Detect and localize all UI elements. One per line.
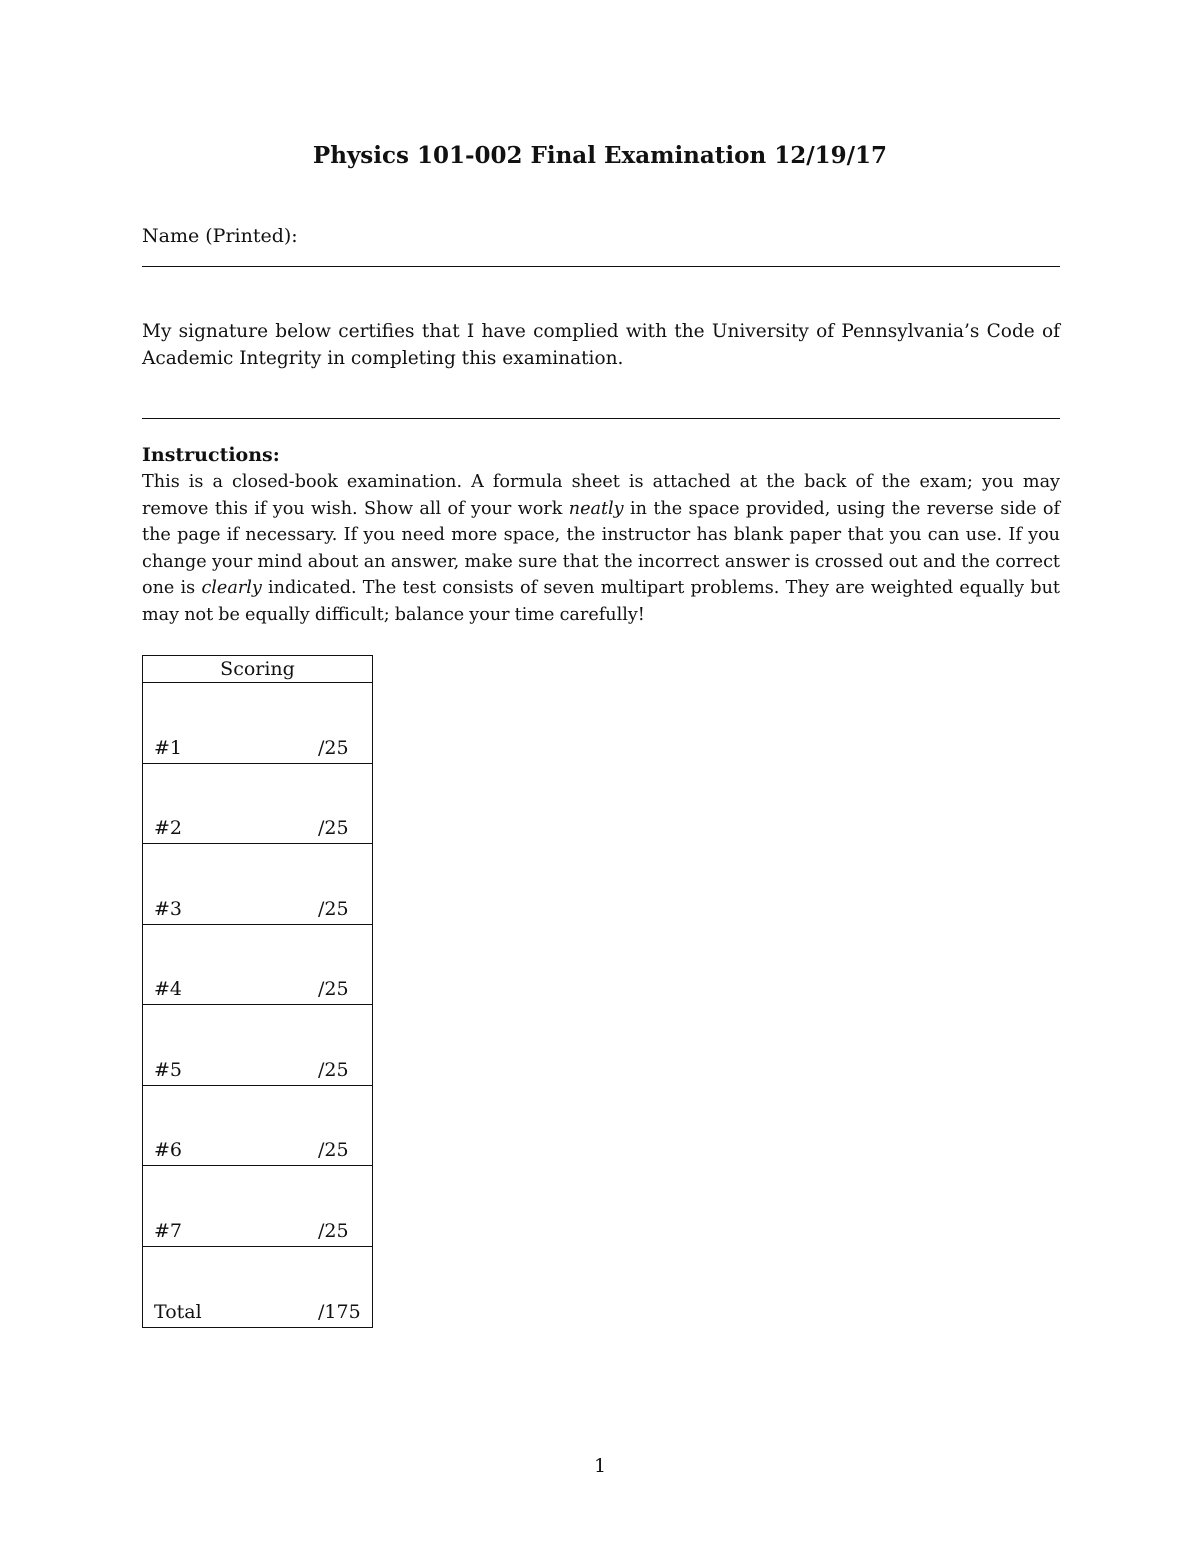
name-label: Name (Printed): [142, 225, 298, 247]
score-row-4 [143, 925, 372, 1006]
score-row-7 [143, 1166, 372, 1247]
score-row-3 [143, 844, 372, 925]
name-signature-line[interactable] [142, 266, 1060, 267]
page-title: Physics 101-002 Final Examination 12/19/17 [312, 142, 888, 169]
score-max: /25 [318, 817, 349, 839]
instructions-emphasis-neatly: neatly [568, 498, 624, 519]
score-row-6 [143, 1086, 372, 1167]
score-max: /25 [318, 1058, 349, 1081]
score-max: /25 [318, 978, 349, 1000]
scoring-header: Scoring [143, 656, 372, 683]
instructions-emphasis-clearly: clearly [201, 578, 262, 599]
instructions-part3: indicated. The test consists of seven multipart problems. They are weighted equally but may not be equally difficult; balance your time carefully! [142, 578, 1060, 625]
score-max: /25 [318, 1139, 349, 1161]
score-max: /25 [318, 897, 349, 920]
page-number: 1 [593, 1455, 607, 1477]
signature-line[interactable] [142, 418, 1060, 419]
score-label: #6 [154, 1139, 183, 1161]
score-row-5 [143, 1005, 372, 1086]
instructions-text [142, 469, 1060, 629]
score-label: #4 [154, 978, 183, 1000]
score-label: Total [154, 1301, 202, 1323]
score-max: /25 [318, 1219, 349, 1242]
score-row-total [143, 1247, 372, 1328]
score-label: #1 [154, 736, 183, 759]
instructions-part2: in the space provided, using the reverse side of the page if necessary. If you need more space, the instructor has blank paper that you can use. If you change your mind about an answer, make sure that the incorrect answer is crossed out and the correct one is [142, 498, 1060, 599]
scoring-table [142, 655, 373, 1328]
score-label: #5 [154, 1058, 183, 1081]
score-label: #7 [154, 1219, 183, 1242]
instructions-heading: Instructions: [142, 444, 280, 466]
score-label: #2 [154, 817, 183, 839]
score-row-2 [143, 764, 372, 845]
certification-text: My signature below certifies that I have complied with the University of Pennsylvania’s Code of Academic Integrity in completing this examination. [142, 321, 1060, 369]
score-max: /25 [318, 736, 349, 759]
score-label: #3 [154, 897, 183, 920]
score-max: /175 [318, 1301, 361, 1323]
instructions-part1: This is a closed-book examination. A formula sheet is attached at the back of the exam; you may remove this if you wish. Show all of your work [142, 472, 1060, 519]
score-row-1 [143, 683, 372, 764]
